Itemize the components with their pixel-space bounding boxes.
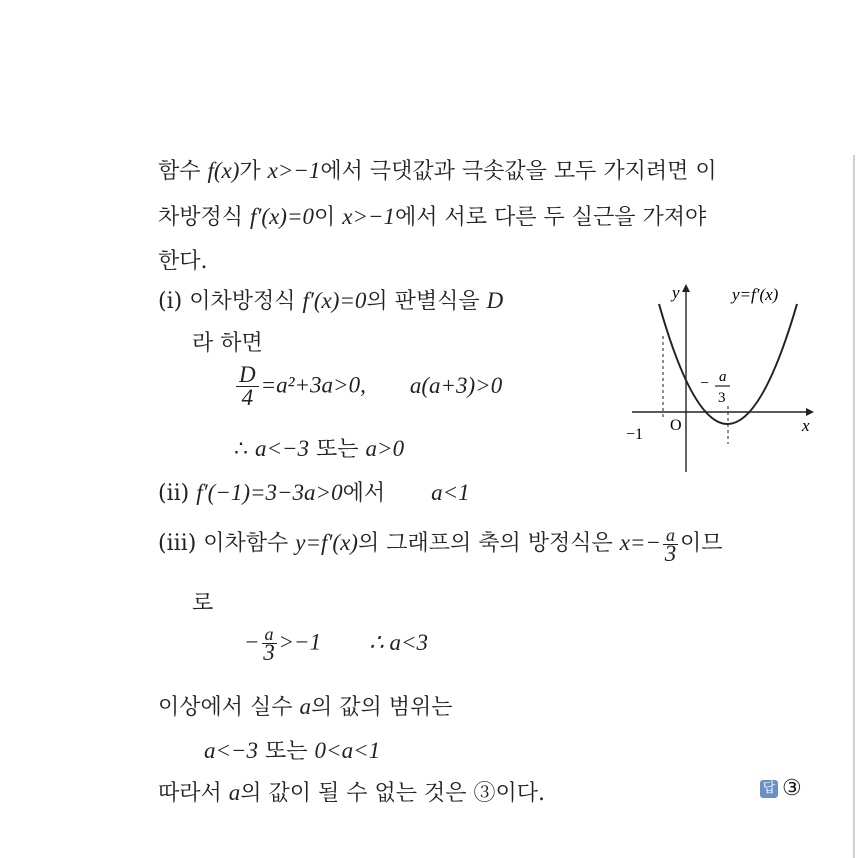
tick-neg1-label: −1 — [626, 426, 644, 443]
vertex-frac-num: a — [719, 369, 727, 385]
x-axis-arrow — [806, 408, 814, 416]
step3-equation — [244, 624, 428, 665]
text: 함수 — [158, 159, 208, 184]
derivative-graph — [622, 276, 822, 476]
text: 이므 — [679, 531, 723, 556]
paragraph1-line2 — [158, 200, 706, 231]
vertex-frac-den: 3 — [718, 390, 726, 406]
step1-line2: 라 하면 — [192, 331, 263, 356]
step2-label: (ⅱ) — [158, 481, 190, 506]
math-a: a — [228, 780, 241, 805]
math-minus: − — [244, 629, 260, 655]
summary-line1 — [158, 690, 453, 721]
math-inequality: >−1 — [278, 629, 322, 655]
summary-line2 — [204, 734, 380, 765]
math-conclusion: ∴ a<3 — [369, 629, 428, 655]
step3-line2: 로 — [192, 591, 214, 616]
step3-label: (ⅲ) — [158, 531, 197, 556]
step1-equation — [234, 364, 502, 409]
math-condition: x>−1 — [267, 158, 321, 183]
math-a: a — [299, 694, 311, 719]
text: 에서 — [342, 481, 386, 506]
text: 또는 — [258, 739, 315, 764]
answer — [760, 776, 802, 801]
step2-line — [158, 476, 470, 507]
curve-label: y=f′(x) — [732, 285, 779, 304]
answer-value: ③ — [782, 776, 802, 801]
text: 에서 극댓값과 극솟값을 모두 가지려면 이 — [320, 159, 717, 184]
math-D: D — [486, 288, 504, 313]
math-function: y=f′(x) — [295, 530, 358, 555]
text: 이상에서 실수 — [158, 695, 300, 720]
step1-label: (ⅰ) — [158, 289, 183, 314]
math-range: a>0 — [365, 436, 405, 461]
math-derivative-eq: f′(x)=0 — [302, 288, 367, 313]
math-derivative-eq: f′(x)=0 — [250, 204, 314, 229]
fraction-D-over-4: $\frac{D}{4}$ — [236, 364, 259, 409]
x-axis-label: x — [802, 416, 810, 435]
math-range: 0<a<1 — [314, 738, 381, 763]
math-fx: f(x) — [207, 158, 240, 183]
text: 의 판별식을 — [366, 289, 487, 314]
y-axis-arrow — [682, 284, 690, 292]
text: 따라서 — [158, 781, 229, 806]
text: 의 그래프의 축의 방정식은 — [357, 531, 620, 556]
step1-line1 — [158, 284, 503, 315]
text: 에서 서로 다른 두 실근을 가져야 — [394, 205, 707, 230]
text: 가 — [239, 159, 268, 184]
y-axis-label: y — [672, 283, 680, 302]
fraction-a-over-3: $\frac{a}{3}$ — [664, 524, 677, 566]
math-factored: a(a+3)>0 — [409, 372, 503, 398]
summary-line3 — [158, 776, 545, 807]
math-discriminant: =a²+3a>0, — [260, 372, 366, 398]
text: 이차함수 — [196, 531, 296, 556]
answer-badge: 답 — [760, 780, 778, 798]
paragraph1-line3: 한다. — [158, 249, 208, 274]
step1-conclusion — [234, 432, 404, 463]
text: 또는 — [309, 437, 366, 462]
paragraph1-line1 — [158, 154, 717, 185]
text: 의 값이 될 수 없는 것은 ③이다. — [240, 781, 545, 806]
math-condition: x>−1 — [342, 204, 395, 229]
text: 이차방정식 — [182, 289, 303, 314]
page-edge-rule — [853, 155, 855, 858]
text: 이 — [313, 205, 343, 230]
vertex-minus: − — [700, 375, 710, 392]
text: 의 값의 범위는 — [311, 695, 453, 720]
fraction-a-over-3: $\frac{a}{3}$ — [263, 624, 275, 665]
math-range: a<−3 — [204, 738, 259, 763]
origin-label: O — [670, 417, 682, 434]
math-range: a<−3 — [255, 436, 310, 461]
math-axis-eq: x=− — [619, 530, 661, 555]
math-range: a<1 — [431, 480, 470, 505]
text: 차방정식 — [158, 205, 251, 230]
therefore-symbol: ∴ — [234, 437, 255, 462]
math-derivative-at-neg1: f′(−1)=3−3a>0 — [196, 480, 343, 505]
step3-line1 — [158, 524, 723, 566]
